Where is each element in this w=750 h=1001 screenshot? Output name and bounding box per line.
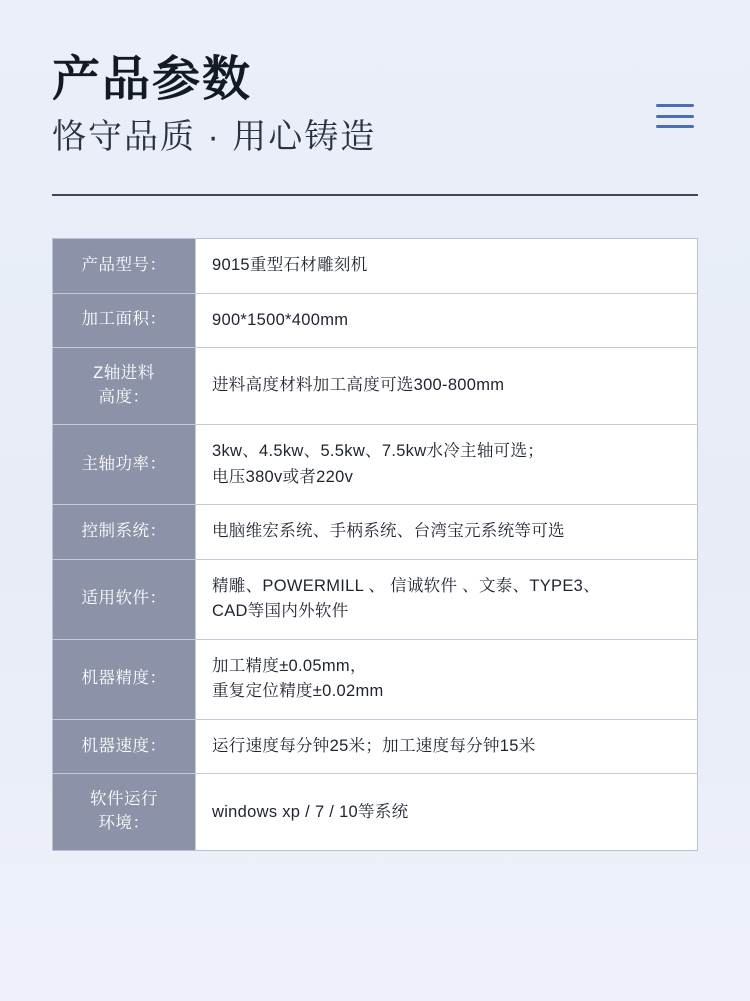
spec-label-line: Z轴进料 <box>93 364 155 383</box>
spec-value <box>196 774 698 851</box>
spec-value-line: 精雕、POWERMILL 、 信诚软件 、文泰、TYPE3、 <box>212 576 600 595</box>
spec-label: 主轴功率： <box>53 424 196 504</box>
spec-value <box>196 424 698 504</box>
spec-value-line: 重复定位精度±0.02mm <box>212 682 384 701</box>
spec-value-line: 900*1500*400mm <box>212 310 349 329</box>
table-row <box>53 424 698 504</box>
table-row <box>53 505 698 560</box>
table-row <box>53 719 698 774</box>
specification-table <box>52 238 698 851</box>
spec-value-line: 3kw、4.5kw、5.5kw、7.5kw水冷主轴可选； <box>212 441 545 460</box>
page-header <box>52 0 698 196</box>
spec-value <box>196 719 698 774</box>
table-row <box>53 639 698 719</box>
spec-label: 机器速度： <box>53 719 196 774</box>
spec-label: 控制系统： <box>53 505 196 560</box>
menu-bar-1 <box>656 104 694 107</box>
table-row <box>53 774 698 851</box>
spec-label: 机器精度： <box>53 639 196 719</box>
spec-label <box>53 348 196 425</box>
menu-bar-2 <box>656 115 694 118</box>
spec-value-line: windows xp / 7 / 10等系统 <box>212 802 409 821</box>
page-title: 产品参数 <box>52 53 253 106</box>
spec-value-line: 进料高度材料加工高度可选300-800mm <box>212 376 505 395</box>
spec-label: 加工面积： <box>53 293 196 348</box>
spec-value <box>196 559 698 639</box>
spec-value-line: 电脑维宏系统、手柄系统、台湾宝元系统等可选 <box>212 522 565 541</box>
hamburger-menu-icon[interactable] <box>656 104 694 128</box>
spec-value-line: 电压380v或者220v <box>212 467 354 486</box>
spec-value <box>196 293 698 348</box>
spec-value-line: CAD等国内外软件 <box>212 602 349 621</box>
spec-label-line: 环境： <box>98 814 150 833</box>
spec-label: 适用软件： <box>53 559 196 639</box>
spec-value-line: 9015重型石材雕刻机 <box>212 255 368 274</box>
menu-bar-3 <box>656 125 694 128</box>
spec-label-line: 软件运行 <box>90 790 158 809</box>
header-divider <box>52 194 698 196</box>
page-subtitle: 恪守品质 · 用心铸造 <box>52 118 377 157</box>
spec-label <box>53 774 196 851</box>
table-row <box>53 559 698 639</box>
spec-value-line: 加工精度±0.05mm， <box>212 656 367 675</box>
spec-value <box>196 505 698 560</box>
spec-value <box>196 639 698 719</box>
spec-value <box>196 348 698 425</box>
table-row <box>53 293 698 348</box>
spec-label: 产品型号： <box>53 238 196 293</box>
spec-label-line: 高度： <box>98 388 150 407</box>
table-row <box>53 348 698 425</box>
spec-value <box>196 238 698 293</box>
spec-value-line: 运行速度每分钟25米；加工速度每分钟15米 <box>212 736 536 755</box>
table-row <box>53 238 698 293</box>
